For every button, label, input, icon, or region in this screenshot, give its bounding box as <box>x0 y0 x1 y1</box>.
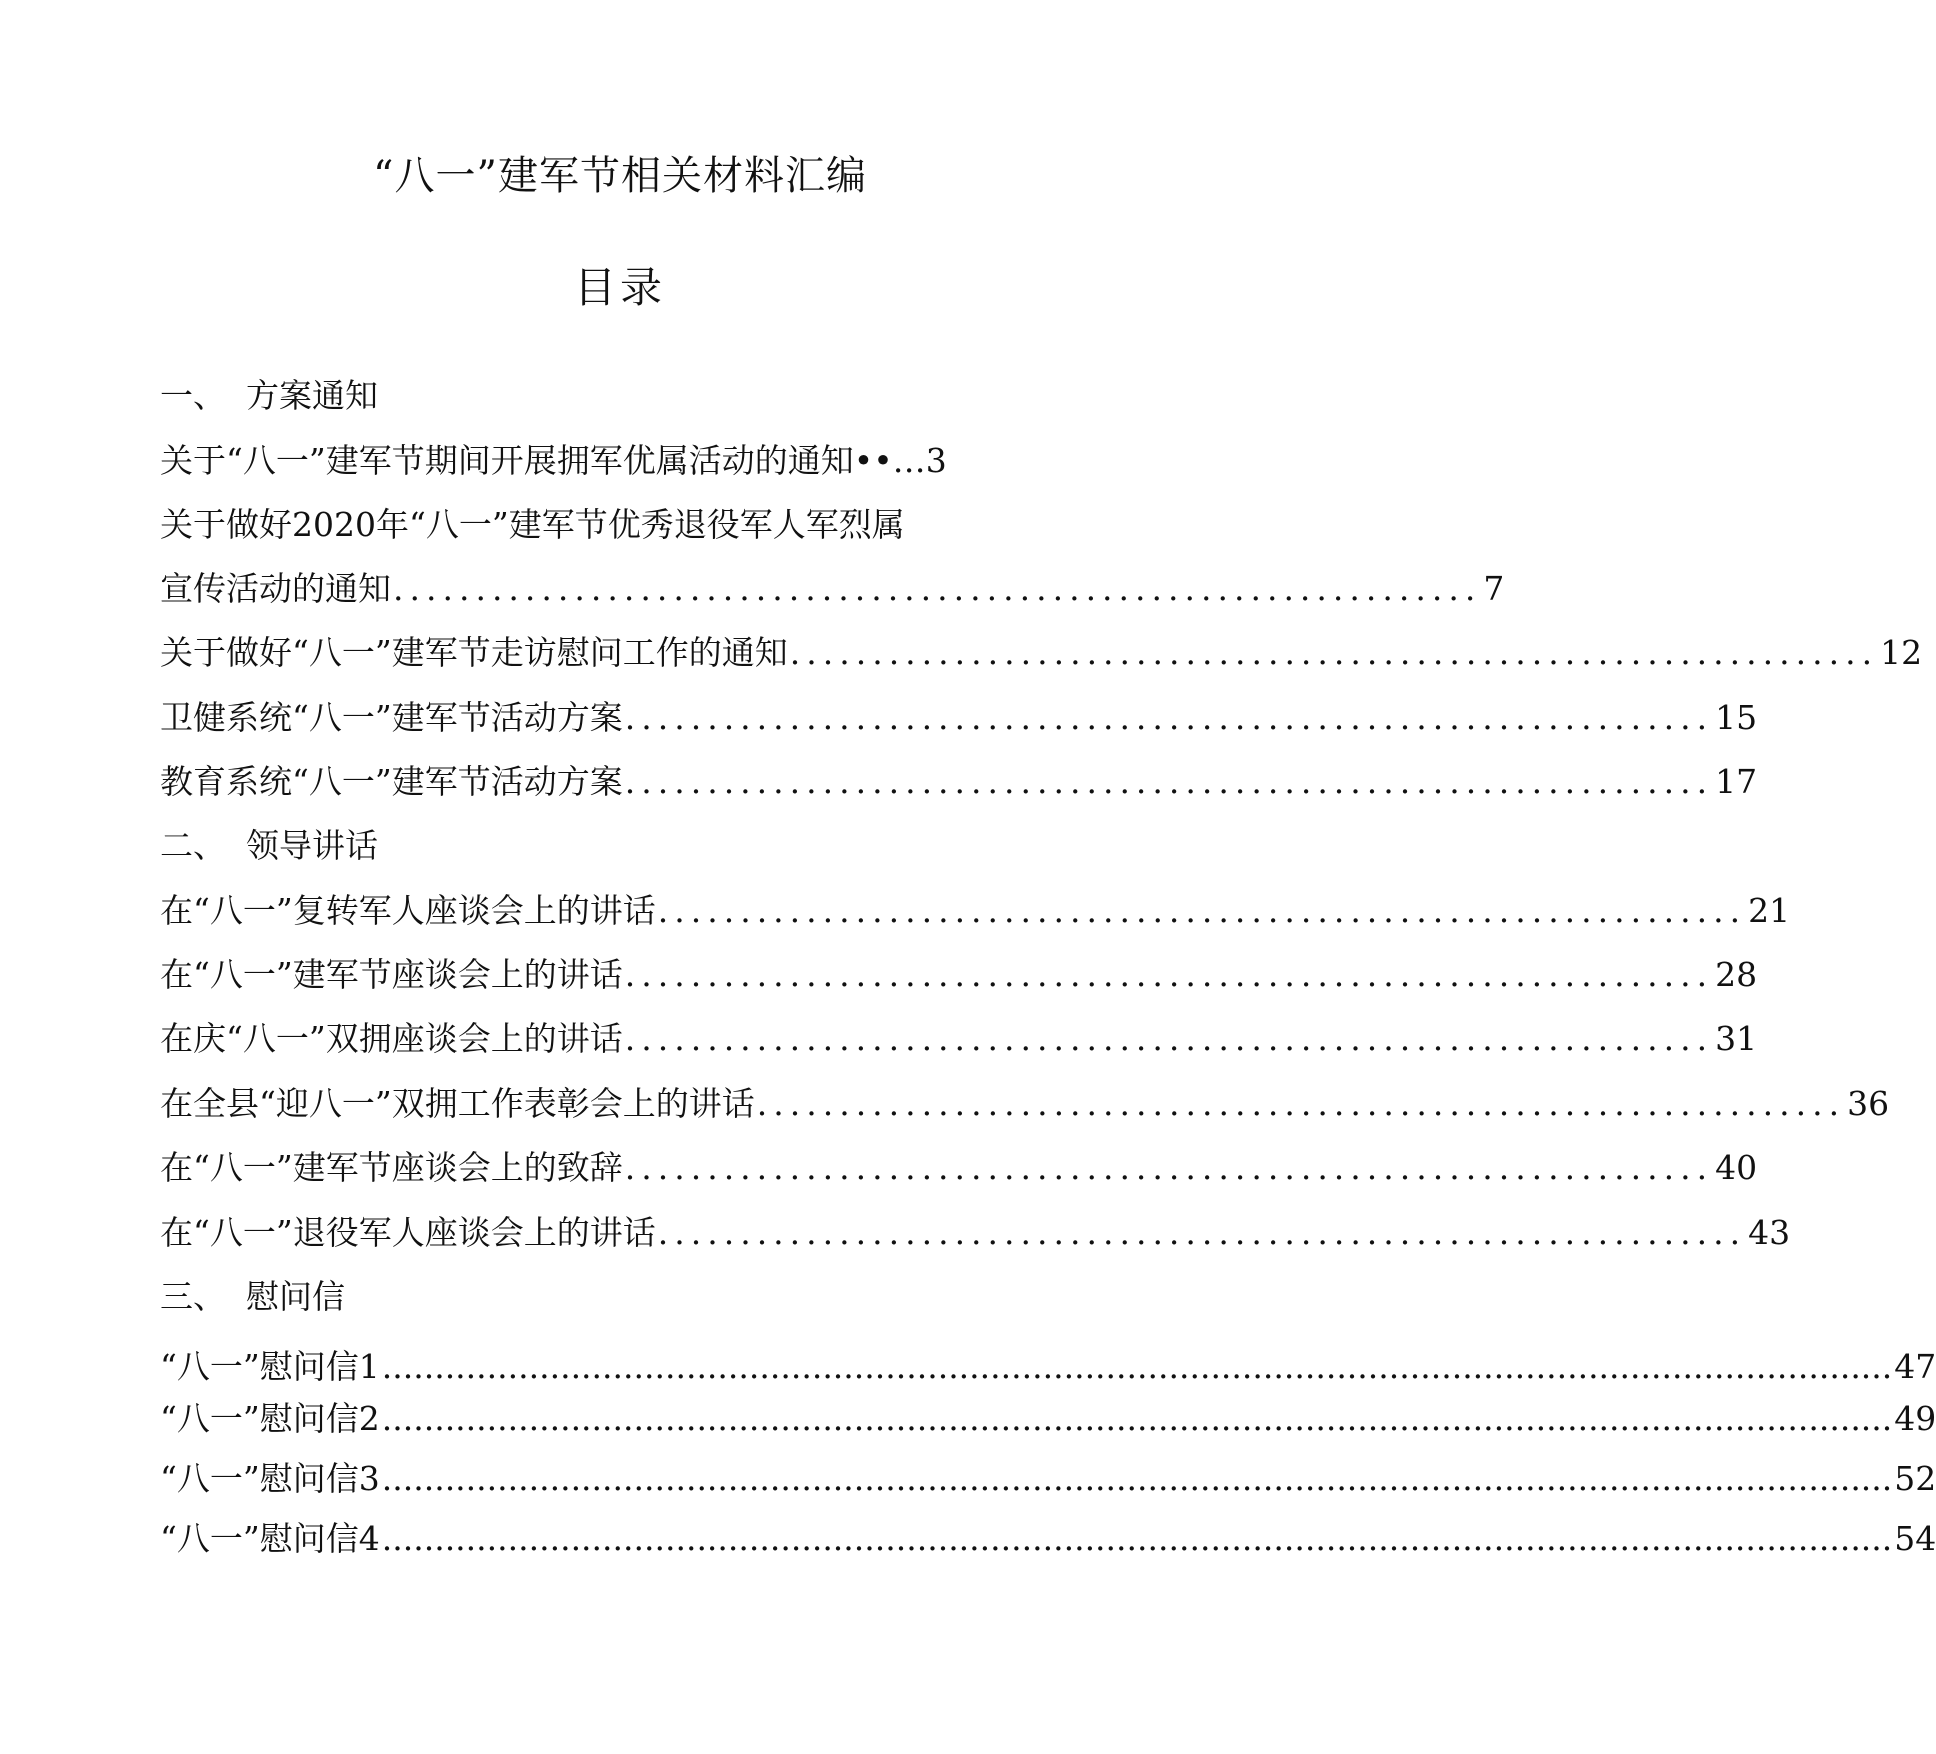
toc-entry-page: 40 <box>1715 1148 1758 1187</box>
toc-entry-page: 17 <box>1715 762 1758 801</box>
toc-entry-text: “八一”慰问信3 <box>160 1459 380 1498</box>
section-number: 三、 <box>160 1277 226 1316</box>
toc-leader-dots: ................................................................................................................................................ <box>381 1519 1893 1558</box>
toc-entry-leader: ••… <box>853 441 926 480</box>
toc-entry-page: 54 <box>1894 1519 1936 1558</box>
toc-entry-page: 47 <box>1894 1347 1936 1386</box>
toc-leader-dots: .................................................................. <box>624 698 1714 737</box>
toc-entry-page: 43 <box>1748 1213 1791 1252</box>
toc-entry-13[interactable] <box>160 1396 1936 1442</box>
section-title: 慰问信 <box>246 1277 345 1316</box>
toc-leader-dots: .................................................................. <box>393 569 1482 608</box>
toc-entry-text: “八一”慰问信4 <box>160 1519 380 1558</box>
toc-leader-dots: .................................................................. <box>624 762 1714 801</box>
toc-entry-7[interactable] <box>160 952 1758 998</box>
toc-entry-page: 28 <box>1715 955 1758 994</box>
toc-entry-page: 15 <box>1715 698 1758 737</box>
toc-leader-dots: .................................................................. <box>789 633 1879 672</box>
toc-entry-page: 52 <box>1894 1459 1936 1498</box>
toc-entry-15[interactable] <box>160 1516 1936 1562</box>
toc-leader-dots: ................................................................................................................................................ <box>381 1459 1893 1498</box>
toc-entry-1[interactable] <box>160 438 1080 484</box>
toc-entry-text: 在“八一”建军节座谈会上的讲话 <box>160 955 623 994</box>
toc-entry-4[interactable] <box>160 695 1758 741</box>
toc-entry-14[interactable] <box>160 1456 1936 1502</box>
toc-entry-2[interactable] <box>160 566 1505 612</box>
toc-leader-dots: ................................................................................................................................................ <box>381 1347 1893 1386</box>
toc-entry-text: 关于做好2020年“八一”建军节优秀退役军人军烈属 <box>160 505 905 544</box>
toc-section-2 <box>160 823 378 869</box>
toc-entry-text: 在全县“迎八一”双拥工作表彰会上的讲话 <box>160 1084 755 1123</box>
toc-leader-dots: .................................................................. <box>657 891 1747 930</box>
toc-entry-page: 21 <box>1748 891 1791 930</box>
toc-entry-2-line1[interactable] <box>160 502 1080 548</box>
toc-entry-text: 宣传活动的通知 <box>160 569 391 608</box>
toc-entry-page: 36 <box>1847 1084 1890 1123</box>
toc-leader-dots: .................................................................. <box>657 1213 1747 1252</box>
toc-entry-3[interactable] <box>160 630 1923 676</box>
toc-entry-page: 31 <box>1715 1019 1758 1058</box>
section-number: 二、 <box>160 826 226 865</box>
toc-entry-6[interactable] <box>160 888 1791 934</box>
toc-entry-12[interactable] <box>160 1344 1936 1390</box>
toc-entry-text: “八一”慰问信2 <box>160 1399 380 1438</box>
toc-leader-dots: .................................................................. <box>756 1084 1846 1123</box>
toc-entry-text: 在“八一”建军节座谈会上的致辞 <box>160 1148 623 1187</box>
toc-entry-text: “八一”慰问信1 <box>160 1347 380 1386</box>
toc-leader-dots: .................................................................. <box>624 955 1714 994</box>
toc-section-1 <box>160 373 378 419</box>
section-title: 领导讲话 <box>246 826 378 865</box>
toc-entry-page: 3 <box>925 441 947 480</box>
toc-entry-8[interactable] <box>160 1016 1758 1062</box>
section-title: 方案通知 <box>246 376 378 415</box>
toc-entry-page: 12 <box>1880 633 1923 672</box>
toc-leader-dots: ................................................................................................................................................ <box>381 1399 1893 1438</box>
toc-section-3 <box>160 1274 345 1320</box>
toc-entry-text: 教育系统“八一”建军节活动方案 <box>160 762 623 801</box>
toc-entry-text: 卫健系统“八一”建军节活动方案 <box>160 698 623 737</box>
toc-leader-dots: .................................................................. <box>624 1019 1714 1058</box>
toc-entry-5[interactable] <box>160 759 1758 805</box>
toc-entry-10[interactable] <box>160 1145 1758 1191</box>
toc-entry-9[interactable] <box>160 1081 1890 1127</box>
toc-entry-text: 关于“八一”建军节期间开展拥军优属活动的通知 <box>160 441 854 480</box>
toc-leader-dots: .................................................................. <box>624 1148 1714 1187</box>
toc-entry-text: 在庆“八一”双拥座谈会上的讲话 <box>160 1019 623 1058</box>
toc-entry-page: 49 <box>1894 1399 1936 1438</box>
toc-title: 目录 <box>573 263 666 312</box>
document-title: “八一”建军节相关材料汇编 <box>373 153 867 199</box>
toc-entry-text: 在“八一”复转军人座谈会上的讲话 <box>160 891 656 930</box>
toc-entry-11[interactable] <box>160 1210 1791 1256</box>
toc-entry-page: 7 <box>1483 569 1505 608</box>
toc-entry-text: 在“八一”退役军人座谈会上的讲话 <box>160 1213 656 1252</box>
section-number: 一、 <box>160 376 226 415</box>
toc-entry-text: 关于做好“八一”建军节走访慰问工作的通知 <box>160 633 788 672</box>
